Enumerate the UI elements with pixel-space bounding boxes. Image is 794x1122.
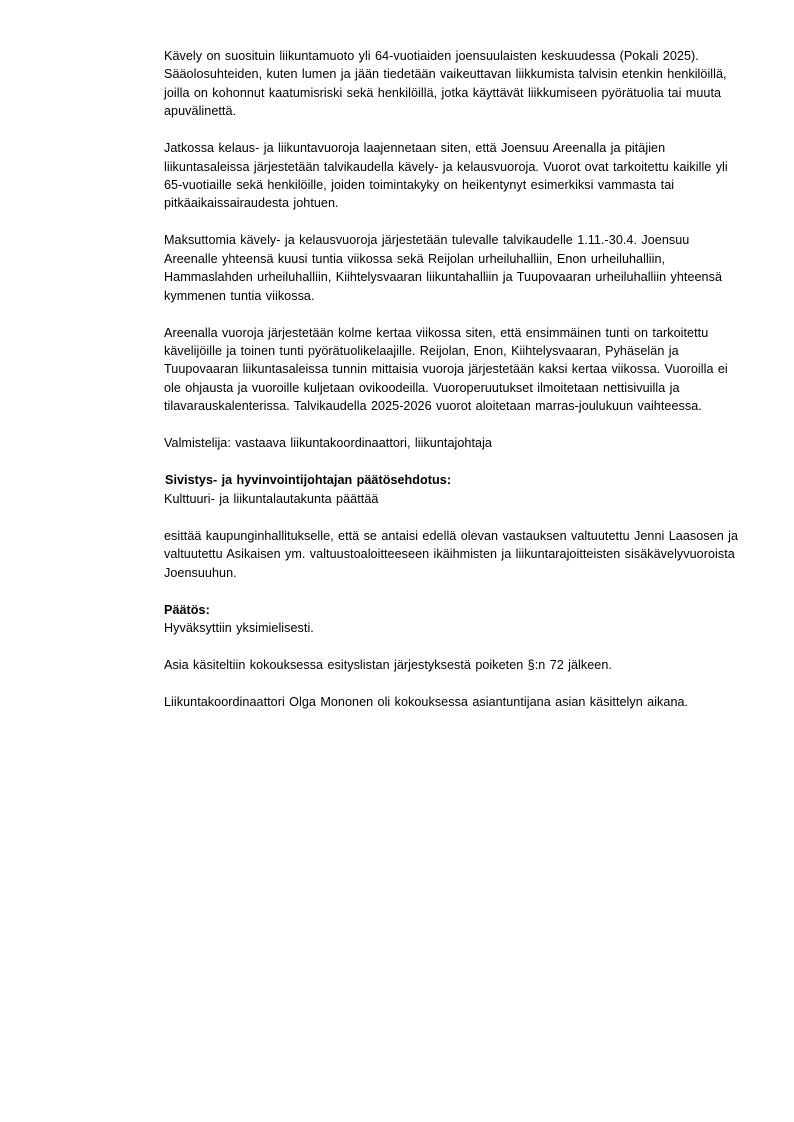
document-body xyxy=(164,47,744,711)
decision-line: Hyväksyttiin yksimielisesti. xyxy=(164,620,314,635)
paragraph-walking-popularity: Kävely on suosituin liikuntamuoto yli 64-vuotiaiden joensuulaisten keskuudessa (Pokali 2025). Sääolosuhteiden, kuten lumen ja jään tiedetään vaikeuttavan liikkumista talvisin etenkin henkilöillä, joilla on kohonnut kaatumisriski sekä henkilöillä, jotka käyttävät liikkumiseen pyörätuolia tai muuta apuvälinettä. xyxy=(164,49,727,119)
paragraph-areena-schedule: Areenalla vuoroja järjestetään kolme kertaa viikossa siten, että ensimmäinen tunti on tarkoitettu kävelijöille ja toinen tunti pyörätuolikelaajille. Reijolan, Enon, Kiihtelysvaaran, Pyhäselän ja Tuupovaaran liikuntasaleissa tunnin mittaisia vuoroja järjestetään kaksi kertaa viikossa. Vuoroilla ei ole ohjausta ja vuoroille kuljetaan ovikoodeilla. Vuoroperuutukset ilmoitetaan nettisivuilla ja tilavarauskalenterissa. Talvikaudella 2025-2026 vuorot aloitetaan marras-joulukuun vaihteessa. xyxy=(164,325,728,414)
decision-heading: Päätös: xyxy=(164,602,210,617)
paragraph-free-sessions: Maksuttomia kävely- ja kelausvuoroja järjestetään tulevalle talvikaudelle 1.11.-30.4. Joensuu Areenalle yhteensä kuusi tuntia viikossa sekä Reijolan urheiluhalliin, Enon urheiluhalliin, Hammaslahden urheiluhalliin, Kiihtelysvaaran liikuntahalliin ja Tuupovaaran urheiluhalliin yhteensä kymmenen tuntia viikossa. xyxy=(164,233,723,303)
decision-note-order: Asia käsiteltiin kokouksessa esityslistan järjestyksestä poiketen §:n 72 jälkeen. xyxy=(164,657,612,672)
decision-note-expert: Liikuntakoordinaattori Olga Mononen oli kokouksessa asiantuntijana asian käsittelyn aikana. xyxy=(164,694,689,709)
proposal-text: esittää kaupunginhallitukselle, että se antaisi edellä olevan vastauksen valtuutettu Jenni Laasosen ja valtuutettu Asikaisen ym. valtuustoaloitteeseen ikäihmisten ja liikuntarajoitteisten sisäkävelyvuoroista Joensuuhun. xyxy=(164,528,738,580)
paragraph-expansion-plan: Jatkossa kelaus- ja liikuntavuoroja laajennetaan siten, että Joensuu Areenalla ja pitäjien liikuntasaleissa järjestetään talvikaudella kävely- ja kelausvuoroja. Vuorot ovat tarkoitettu kaikille yli 65-vuotiaille sekä henkilöille, joiden toimintakyky on heikentynyt esimerkiksi vammasta tai pitkäaikaissairaudesta johtuen. xyxy=(164,141,728,211)
preparer-line: Valmistelija: vastaava liikuntakoordinaattori, liikuntajohtaja xyxy=(164,436,492,451)
proposal-heading: Sivistys- ja hyvinvointijohtajan päätösehdotus: xyxy=(165,473,452,488)
proposal-line: Kulttuuri- ja liikuntalautakunta päättää xyxy=(164,491,379,506)
